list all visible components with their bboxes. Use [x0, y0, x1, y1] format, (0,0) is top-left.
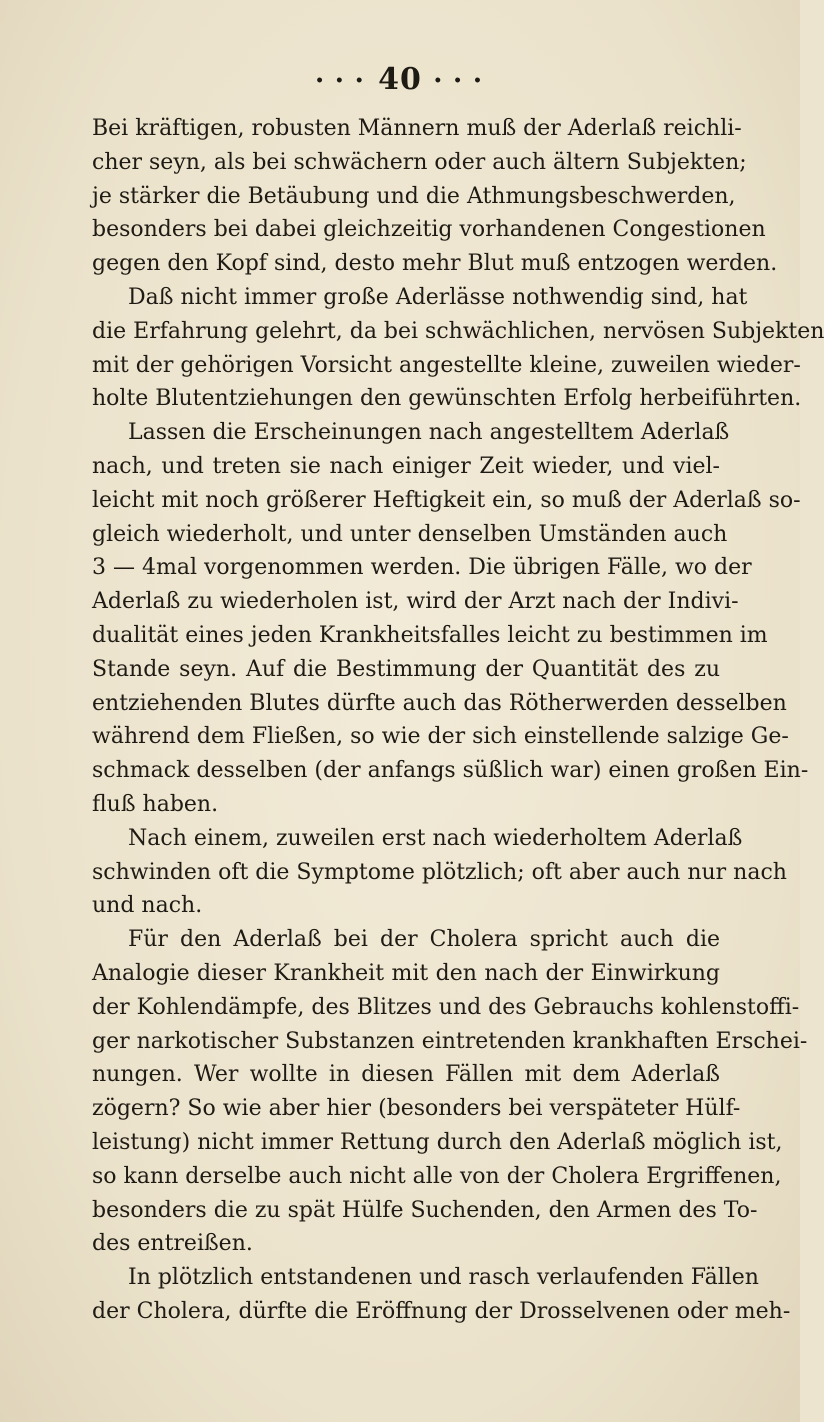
text-line: schmack desselben (der anfangs süßlich war) einen großen Ein- [92, 758, 809, 784]
text-line: leistung) nicht immer Rettung durch den Aderlaß möglich ist, [92, 1129, 783, 1155]
text-line: gleich wiederholt, und unter denselben Umständen auch [92, 521, 728, 547]
text-line: während dem Fließen, so wie der sich einstellende salzige Ge- [92, 724, 789, 750]
text-line: cher seyn, als bei schwächern oder auch ältern Subjekten; [92, 149, 747, 175]
text-line: entziehenden Blutes dürfte auch das Rötherwerden desselben [92, 690, 787, 716]
text-line: leicht mit noch größerer Heftigkeit ein, so muß der Aderlaß so- [92, 487, 801, 513]
text-line: 3 — 4mal vorgenommen werden. Die übrigen Fälle, wo der [92, 555, 752, 581]
text-line: der Kohlendämpfe, des Blitzes und des Gebrauchs kohlenstoffi- [92, 994, 800, 1020]
text-line: schwinden oft die Symptome plötzlich; oft aber auch nur nach [92, 859, 787, 885]
header-ornament-left: • • • [315, 73, 367, 89]
text-line: so kann derselbe auch nicht alle von der Cholera Ergriffenen, [92, 1163, 782, 1189]
text-line: des entreißen. [92, 1231, 253, 1257]
text-line: Lassen die Erscheinungen nach angestelltem Aderlaß [128, 420, 730, 446]
text-line: ger narkotischer Substanzen eintretenden krankhaften Erschei- [92, 1028, 808, 1054]
text-line: Bei kräftigen, robusten Männern muß der Aderlaß reichli- [92, 116, 742, 141]
text-line: und nach. [92, 893, 203, 919]
text-line: der Cholera, dürfte die Eröffnung der Drosselvenen oder meh- [92, 1298, 791, 1324]
text-line: nungen. Wer wollte in diesen Fällen mit dem Aderlaß [92, 1062, 720, 1088]
text-line: Aderlaß zu wiederholen ist, wird der Arzt nach der Indivi- [92, 589, 739, 615]
text-line: nach, und treten sie nach einiger Zeit wieder, und viel- [92, 453, 720, 479]
text-line: fluß haben. [92, 791, 219, 817]
text-line: zögern? So wie aber hier (besonders bei verspäteter Hülf- [92, 1096, 741, 1122]
page-number: 40 [378, 62, 422, 97]
text-line: Analogie dieser Krankheit mit den nach der Einwirkung [92, 960, 720, 986]
text-line: besonders bei dabei gleichzeitig vorhandenen Congestionen [92, 217, 766, 243]
text-line: je stärker die Betäubung und die Athmungsbeschwerden, [92, 183, 736, 209]
text-line: gegen den Kopf sind, desto mehr Blut muß entzogen werden. [92, 251, 778, 277]
text-line: Nach einem, zuweilen erst nach wiederholtem Aderlaß [128, 825, 743, 851]
text-line: besonders die zu spät Hülfe Suchenden, den Armen des To- [92, 1197, 758, 1223]
text-line: Für den Aderlaß bei der Cholera spricht auch die [128, 927, 720, 953]
text-line: Stande seyn. Auf die Bestimmung der Quantität des zu [92, 656, 720, 682]
body-text [92, 112, 824, 1329]
text-line: dualität eines jeden Krankheitsfalles leicht zu bestimmen im [92, 622, 768, 648]
text-line: In plötzlich entstandenen und rasch verlaufenden Fällen [128, 1265, 759, 1291]
page-header [0, 62, 800, 97]
text-line: holte Blutentziehungen den gewünschten Erfolg herbeiführten. [92, 386, 802, 412]
header-ornament-right: • • • [433, 73, 485, 89]
text-line: mit der gehörigen Vorsicht angestellte kleine, zuweilen wieder- [92, 352, 801, 378]
text-line: Daß nicht immer große Aderlässe nothwendig sind, hat [128, 284, 748, 310]
text-line: die Erfahrung gelehrt, da bei schwächlichen, nervösen Subjekten [92, 318, 824, 344]
